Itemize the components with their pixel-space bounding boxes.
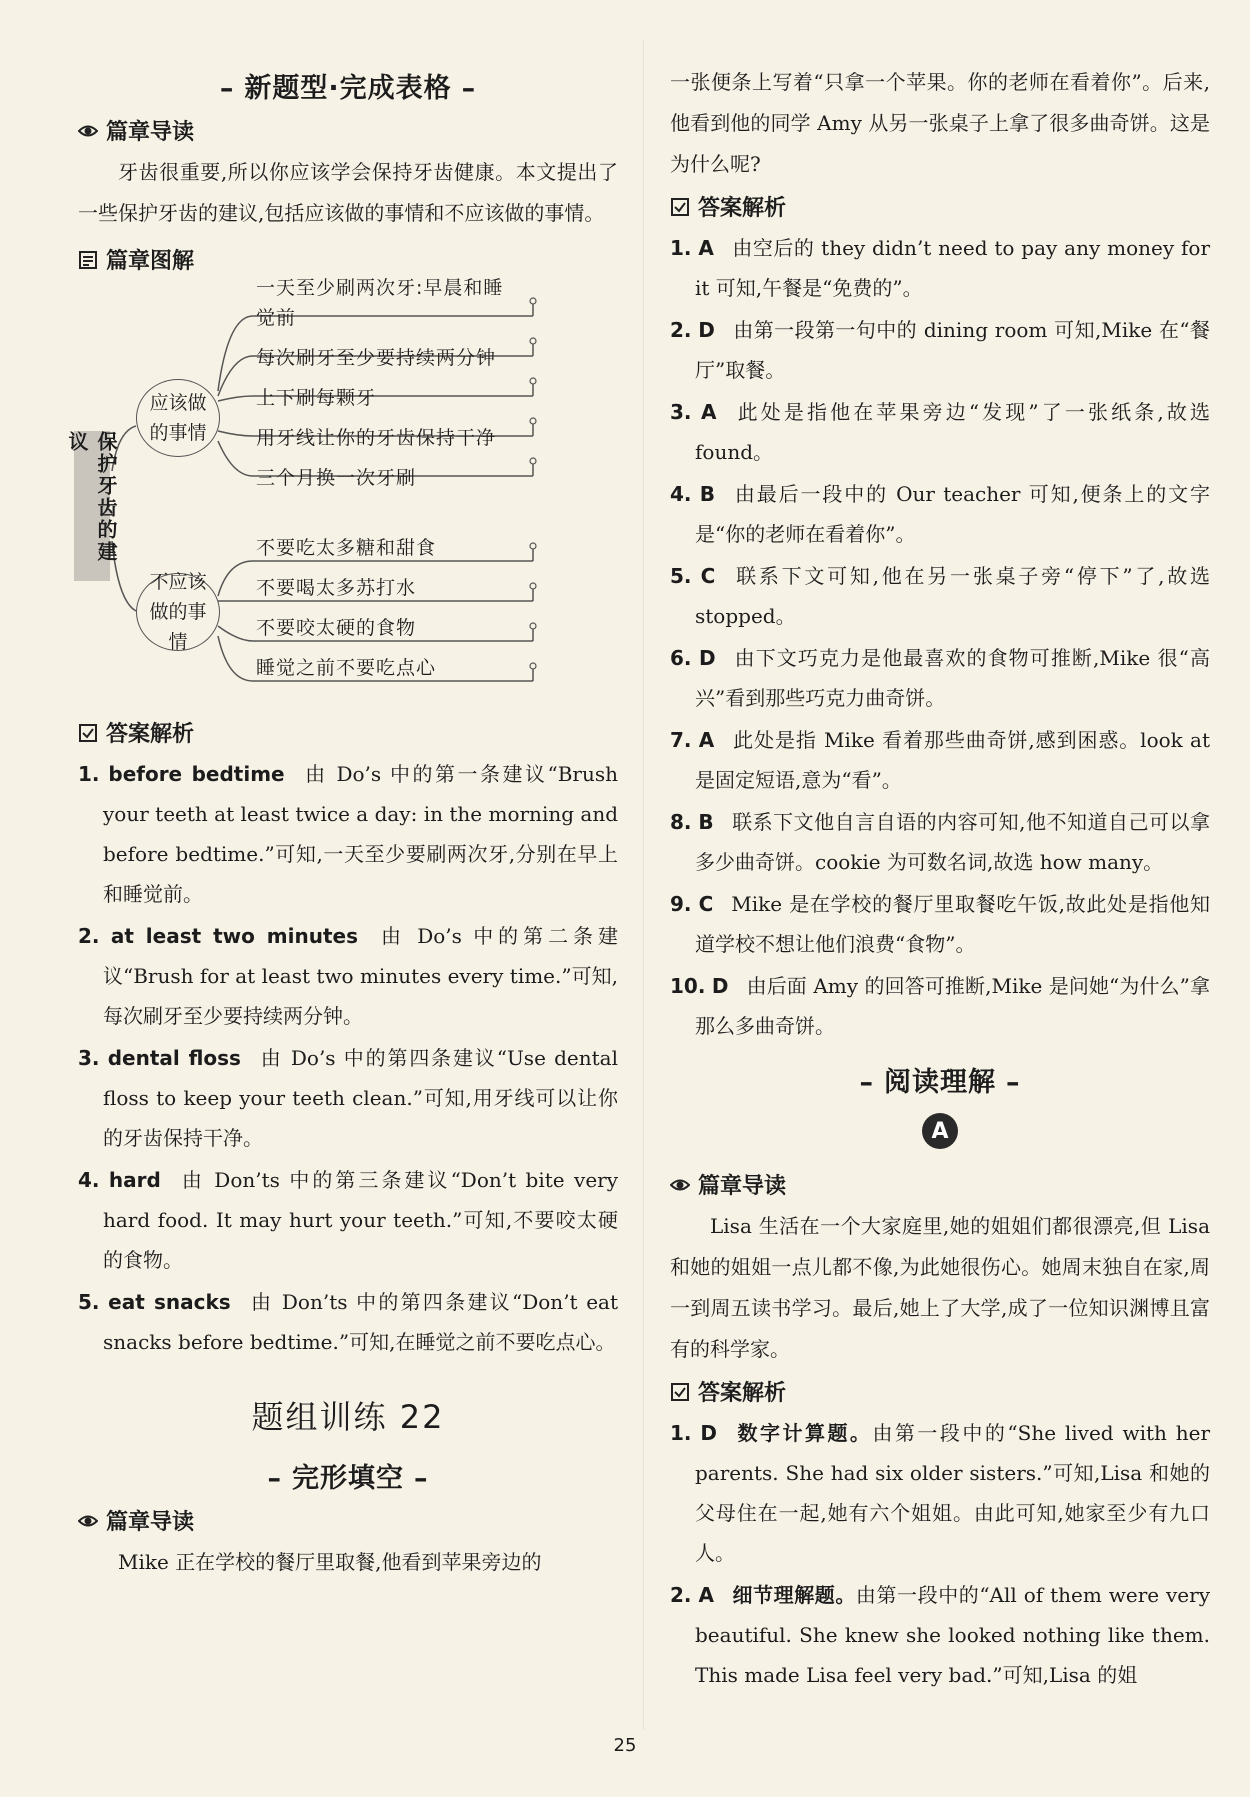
answer-item: 8. B 联系下文他自言自语的内容可知,他不知道自己可以拿多少曲奇饼。cookie 为可数名词,故选 how many。: [670, 810, 1210, 874]
answer-item: 2. D 由第一段第一句中的 dining room 可知,Mike 在“餐厅”取餐。: [670, 318, 1211, 382]
answer-item: 5. C 联系下文可知,他在另一张桌子旁“停下”了,故选 stopped。: [670, 564, 1210, 628]
answer-item: 4. B 由最后一段中的 Our teacher 可知,便条上的文字是“你的老师在看着你”。: [670, 482, 1211, 546]
mind-map-leaf: 一天至少刷两次牙:早晨和睡: [256, 277, 504, 299]
answer-item: 3. A 此处是指他在苹果旁边“发现”了一张纸条,故选 found。: [670, 400, 1210, 464]
section-title-cloze: – 完形填空 –: [267, 1463, 429, 1494]
mind-map: [65, 277, 618, 711]
mind-map-leaf: 不要喝太多苏打水: [256, 577, 417, 599]
answer-item: 3. dental floss 由 Do’s 中的第四条建议“Use dental floss to keep your teeth clean.”可知,用牙线可以让你的牙齿保持干净。: [78, 1046, 618, 1150]
answer-item: 1. before bedtime 由 Do’s 中的第一条建议“Brush your teeth at least twice a day: in the morning and before bedtime.”可知,一天至少要刷两次牙,分别在早上和睡觉前。: [78, 762, 619, 906]
answer-item: 5. eat snacks 由 Don’ts 中的第四条建议“Don’t eat snacks before bedtime.”可知,在睡觉之前不要吃点心。: [78, 1290, 619, 1354]
answer-item: 6. D 由下文巧克力是他最喜欢的食物可推断,Mike 很“高兴”看到那些巧克力曲奇饼。: [670, 646, 1210, 710]
mind-map-leaf: 上下刷每颗牙: [256, 387, 377, 409]
section-title-new-type: – 新题型·完成表格 –: [219, 73, 477, 104]
guide-text: Lisa 生活在一个大家庭里,她的姐姐们都很漂亮,但 Lisa 和她的姐姐一点儿都不像,为此她很伤心。她周末独自在家,周一到周五读书学习。最后,她上了大学,成了一位知识渊博且富有的科学家。: [670, 1214, 1210, 1361]
answer-heading: 答案解析: [78, 717, 618, 748]
mind-map-leaf: 三个月换一次牙刷: [256, 467, 417, 489]
mind-map-leaf: 睡觉之前不要吃点心: [256, 657, 437, 679]
answer-item: 10. D 由后面 Amy 的回答可推断,Mike 是问她“为什么”拿那么多曲奇饼。: [670, 974, 1211, 1038]
answer-heading: 答案解析: [670, 1376, 1210, 1407]
answer-item: 2. at least two minutes 由 Do’s 中的第二条建议“Brush for at least two minutes every time.”可知,每次刷牙至少要持续两分钟。: [78, 924, 618, 1028]
answer-item: 9. C Mike 是在学校的餐厅里取餐吃午饭,故此处是指他知道学校不想让他们浪费“食物”。: [670, 892, 1211, 956]
mind-map-root: 保护牙齿的建议: [74, 431, 110, 581]
answer-item: 2. A 细节理解题。由第一段中的“All of them were very beautiful. She knew she looked nothing like them. This made Lisa feel very bad.”可知,Lisa 的姐: [670, 1583, 1211, 1687]
document-icon: [78, 250, 98, 270]
group-training-title: 题组训练 22: [251, 1398, 445, 1436]
mind-map-leaf: 觉前: [256, 307, 297, 329]
answer-item: 1. A 由空后的 they didn’t need to pay any money for it 可知,午餐是“免费的”。: [670, 236, 1211, 300]
mind-map-dos-node: 应该做的事情: [136, 379, 220, 457]
passage-badge: A: [922, 1113, 958, 1149]
eye-icon: [670, 1175, 690, 1195]
answer-item: 1. D 数字计算题。由第一段中的“She lived with her parents. She had six older sisters.”可知,Lisa 和她的父母住在一起,她有六个姐姐。由此可知,她家至少有九口人。: [670, 1421, 1211, 1565]
column-divider: [643, 40, 644, 1730]
guide-text: 牙齿很重要,所以你应该学会保持牙齿健康。本文提出了一些保护牙齿的建议,包括应该做的事情和不应该做的事情。: [78, 160, 618, 225]
cloze-guide-text: Mike 正在学校的餐厅里取餐,他看到苹果旁边的: [118, 1550, 542, 1574]
mind-map-leaf: 每次刷牙至少要持续两分钟: [256, 347, 497, 369]
section-title-reading: – 阅读理解 –: [859, 1067, 1021, 1098]
guide-heading: 篇章导读: [670, 1169, 1210, 1200]
mind-map-donts-node: 不应该做的事情: [136, 573, 220, 651]
answer-item: 4. hard 由 Don’ts 中的第三条建议“Don’t bite very hard food. It may hurt your teeth.”可知,不要咬太硬的食物。: [78, 1168, 619, 1272]
cloze-guide-heading: 篇章导读: [78, 1505, 618, 1536]
left-column: [65, 60, 619, 1583]
diagram-heading: 篇章图解: [78, 244, 618, 275]
mind-map-leaf: 不要吃太多糖和甜食: [256, 537, 437, 559]
right-column: [670, 62, 1210, 1697]
mind-map-leaf: 用牙线让你的牙齿保持干净: [256, 427, 497, 449]
eye-icon: [78, 1511, 98, 1531]
checkbox-icon: [670, 197, 690, 217]
answer-heading: 答案解析: [670, 191, 1210, 222]
mind-map-leaf: 不要咬太硬的食物: [256, 617, 417, 639]
eye-icon: [78, 121, 98, 141]
checkbox-icon: [670, 1382, 690, 1402]
checkbox-icon: [78, 723, 98, 743]
page-number: 25: [613, 1735, 637, 1756]
guide-heading: 篇章导读: [78, 115, 618, 146]
guide-text-continued: 一张便条上写着“只拿一个苹果。你的老师在看着你”。后来,他看到他的同学 Amy 从另一张桌子上拿了很多曲奇饼。这是为什么呢?: [670, 70, 1210, 176]
answer-item: 7. A 此处是指 Mike 看着那些曲奇饼,感到困惑。look at 是固定短语,意为“看”。: [670, 728, 1210, 792]
